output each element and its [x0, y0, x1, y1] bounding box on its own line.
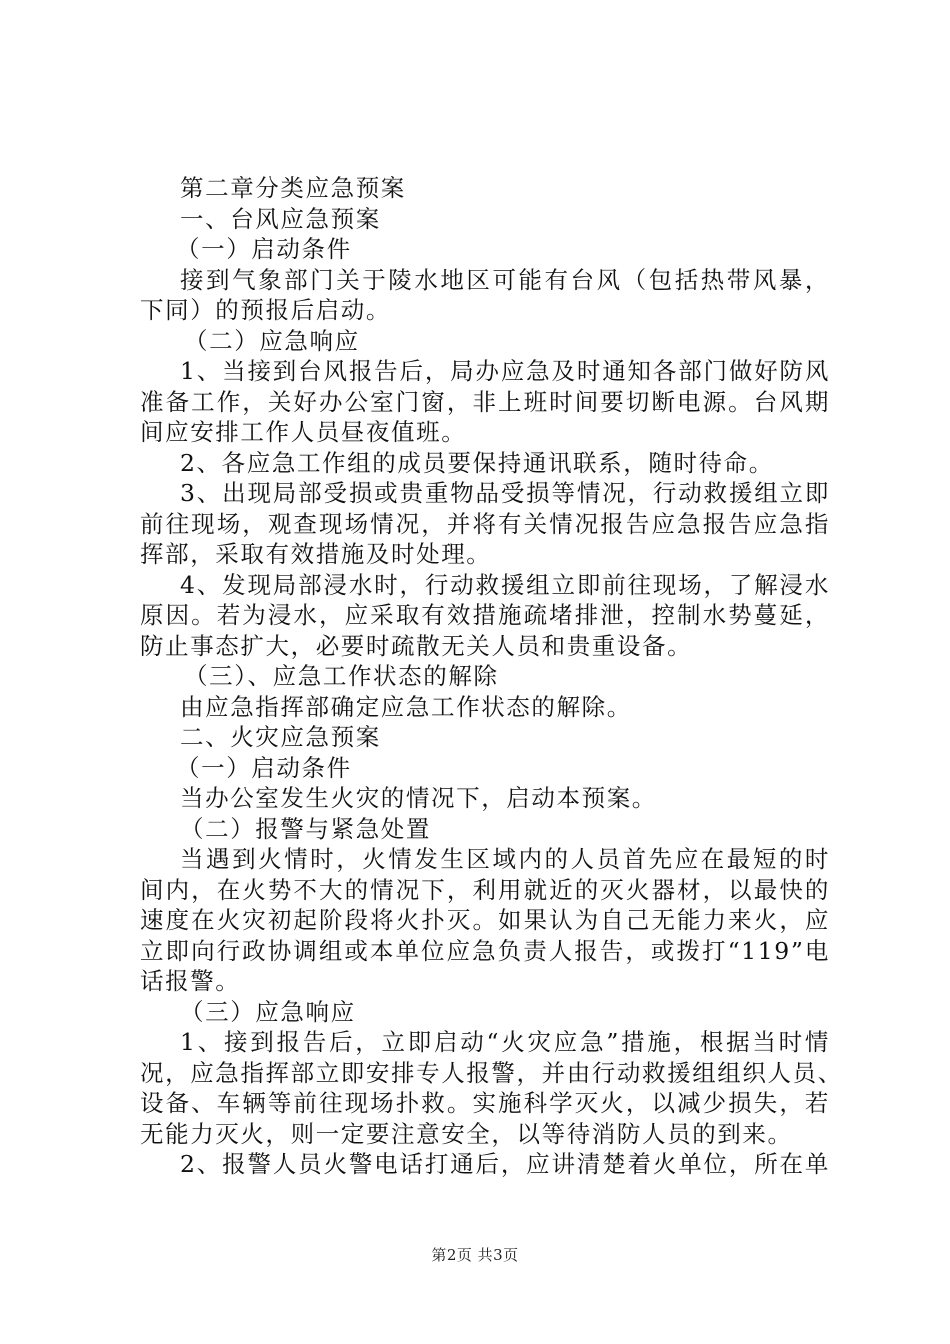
- paragraph-line: 无能力灭火，则一定要注意安全，以等待消防人员的到来。: [140, 1119, 793, 1148]
- document-body: [140, 173, 843, 1180]
- paragraph-line: 下同）的预报后启动。: [140, 296, 391, 324]
- paragraph-line: 4、发现局部浸水时，行动救援组立即前往现场，了解浸水: [180, 570, 830, 599]
- subsection-heading: （三）、应急工作状态的解除: [184, 662, 499, 690]
- paragraph-line: 当遇到火情时，火情发生区域内的人员首先应在最短的时: [180, 845, 830, 873]
- paragraph-line: 1、接到报告后，立即启动“火灾应急”措施，根据当时情: [180, 1028, 830, 1056]
- subsection-heading: （一）启动条件: [176, 235, 352, 263]
- subsection-heading: （三）应急响应: [180, 997, 356, 1026]
- paragraph-line: 防止事态扩大，必要时疏散无关人员和贵重设备。: [140, 631, 693, 660]
- paragraph-line: 由应急指挥部确定应急工作状态的解除。: [180, 692, 632, 721]
- paragraph-line: 接到气象部门关于陵水地区可能有台风（包括热带风暴，: [180, 265, 830, 294]
- paragraph-line: 1、当接到台风报告后，局办应急及时通知各部门做好防风: [180, 357, 830, 385]
- paragraph-line: 准备工作，关好办公室门窗，非上班时间要切断电源。台风期: [140, 387, 830, 416]
- subsection-heading: （二）应急响应: [184, 326, 360, 355]
- paragraph-line: 当办公室发生火灾的情况下，启动本预案。: [180, 784, 657, 812]
- page-number: 第2页 共3页: [431, 1246, 519, 1264]
- paragraph-line: 前往现场，观查现场情况，并将有关情况报告应急报告应急指: [140, 509, 830, 538]
- subsection-heading: （二）报警与紧急处置: [180, 814, 431, 843]
- paragraph-line: 间应安排工作人员昼夜值班。: [140, 418, 467, 446]
- paragraph-line: 设备、车辆等前往现场扑救。实施科学灭火，以减少损失，若: [140, 1089, 830, 1117]
- paragraph-line: 间内，在火势不大的情况下，利用就近的灭火器材，以最快的: [140, 875, 830, 904]
- paragraph-line: 2、报警人员火警电话打通后，应讲清楚着火单位，所在单: [180, 1150, 830, 1178]
- section-heading: 一、台风应急预案: [180, 204, 381, 233]
- paragraph-line: 话报警。: [140, 967, 241, 995]
- paragraph-line: 况，应急指挥部立即安排专人报警，并由行动救援组组织人员、: [140, 1058, 843, 1087]
- paragraph-line: 3、出现局部受损或贵重物品受损等情况，行动救援组立即: [180, 479, 830, 507]
- paragraph-line: 2、各应急工作组的成员要保持通讯联系，随时待命。: [180, 448, 774, 477]
- paragraph-line: 立即向行政协调组或本单位应急负责人报告，或拨打“119”电: [140, 936, 830, 965]
- paragraph-line: 原因。若为浸水，应采取有效措施疏堵排泄，控制水势蔓延，: [140, 601, 830, 629]
- section-heading: 二、火灾应急预案: [180, 723, 381, 751]
- paragraph-line: 挥部，采取有效措施及时处理。: [140, 540, 492, 568]
- chapter-title: 第二章分类应急预案: [180, 174, 406, 202]
- paragraph-line: 速度在火灾初起阶段将火扑灭。如果认为自己无能力来火，应: [140, 906, 830, 934]
- subsection-heading: （一）启动条件: [176, 753, 352, 782]
